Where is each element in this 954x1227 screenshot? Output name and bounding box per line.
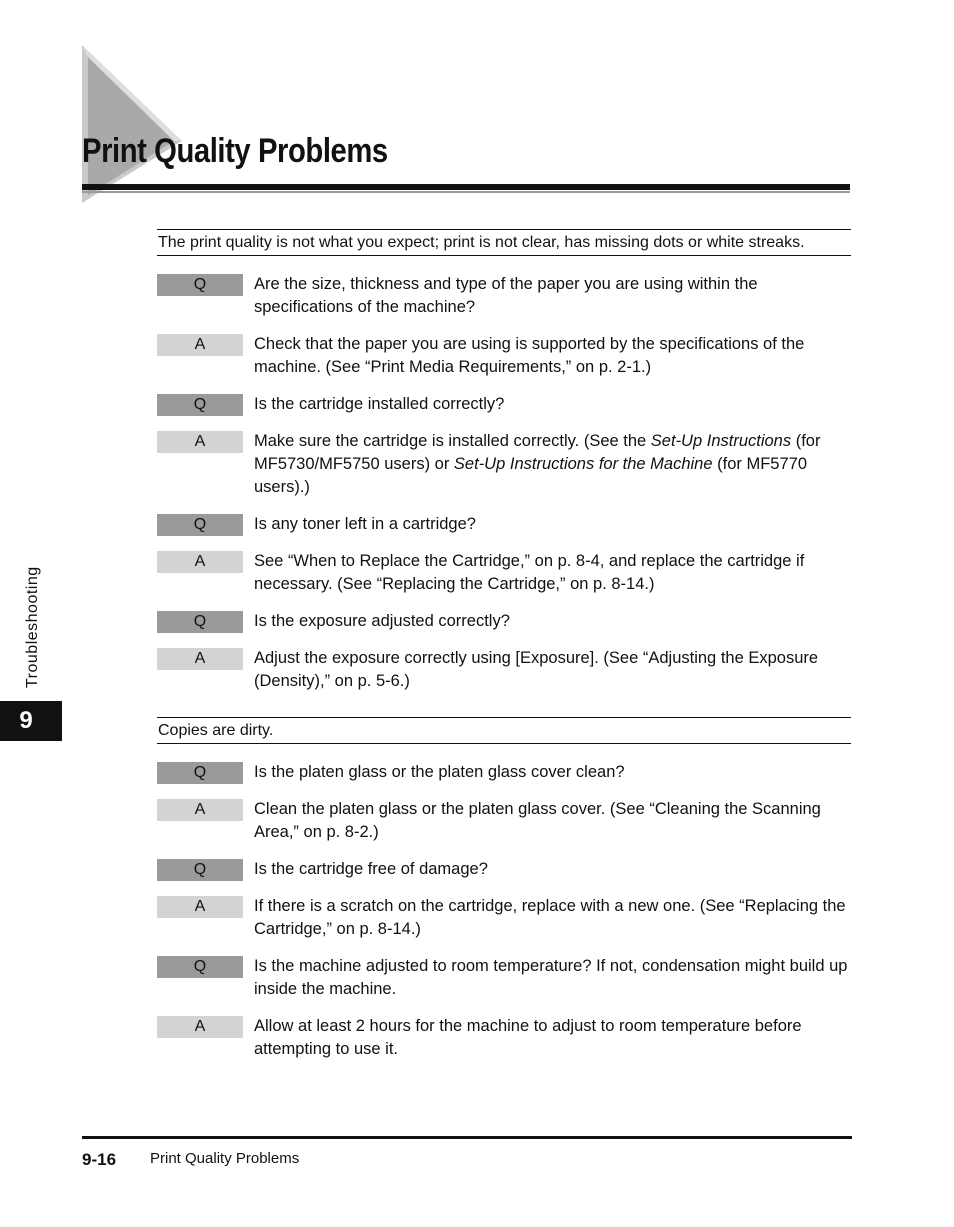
question-row <box>157 955 851 1001</box>
answer-text: Check that the paper you are using is supported by the specifications of the machine. (See “Print Media Requirements,” on p. 2-1.) <box>254 335 805 376</box>
question-row <box>157 513 851 536</box>
question-text: Is the platen glass or the platen glass cover clean? <box>254 763 625 781</box>
answer-text: Allow at least 2 hours for the machine to adjust to room temperature before attempting to use it. <box>254 1017 802 1058</box>
chapter-tab <box>0 701 62 741</box>
answer-row <box>157 798 851 844</box>
question-badge: Q <box>157 274 243 296</box>
answer-badge: A <box>157 431 243 453</box>
title-rule-shadow <box>82 191 850 193</box>
answer-badge: A <box>157 648 243 670</box>
section-spacer <box>157 707 851 717</box>
question-row <box>157 393 851 416</box>
question-badge: Q <box>157 859 243 881</box>
chapter-arrow-graphic <box>82 45 182 203</box>
answer-badge: A <box>157 551 243 573</box>
text-run: (for MF5770 users).) <box>254 455 807 496</box>
page-title: Print Quality Problems <box>82 132 388 170</box>
section-heading: Copies are dirty. <box>157 717 851 744</box>
text-run: Make sure the cartridge is installed correctly. (See the <box>254 432 651 450</box>
answer-row <box>157 430 851 499</box>
answer-text: See “When to Replace the Cartridge,” on p. 8-4, and replace the cartridge if necessary. (See “Replacing the Cartridge,” on p. 8-14.) <box>254 552 805 593</box>
text-run: (for MF5730/MF5750 users) or <box>254 432 821 473</box>
answer-row <box>157 647 851 693</box>
answer-text: Clean the platen glass or the platen glass cover. (See “Cleaning the Scanning Area,” on p. 8-2.) <box>254 800 821 841</box>
footer-rule <box>82 1136 852 1139</box>
side-tab-label: Troubleshooting <box>24 566 41 688</box>
question-row <box>157 858 851 881</box>
question-row <box>157 610 851 633</box>
answer-row <box>157 333 851 379</box>
answer-text: Adjust the exposure correctly using [Exposure]. (See “Adjusting the Exposure (Density),” on p. 5-6.) <box>254 649 819 690</box>
troubleshooting-content <box>157 229 851 1075</box>
manual-title: Set-Up Instructions for the Machine <box>453 455 713 473</box>
question-text: Is the cartridge free of damage? <box>254 860 488 878</box>
chapter-number: 9 <box>19 707 33 734</box>
answer-row <box>157 1015 851 1061</box>
answer-badge: A <box>157 799 243 821</box>
question-badge: Q <box>157 762 243 784</box>
question-text: Is any toner left in a cartridge? <box>254 515 476 533</box>
question-badge: Q <box>157 394 243 416</box>
answer-row <box>157 550 851 596</box>
question-text: Is the machine adjusted to room temperature? If not, condensation might build up inside the machine. <box>254 957 848 998</box>
answer-text <box>254 430 851 499</box>
question-badge: Q <box>157 611 243 633</box>
answer-text: If there is a scratch on the cartridge, replace with a new one. (See “Replacing the Cartridge,” on p. 8-14.) <box>254 897 846 938</box>
manual-title: Set-Up Instructions <box>650 432 792 450</box>
question-row <box>157 273 851 319</box>
answer-badge: A <box>157 1016 243 1038</box>
question-text: Is the cartridge installed correctly? <box>254 395 505 413</box>
title-rule <box>82 184 850 190</box>
footer-title: Print Quality Problems <box>150 1150 300 1167</box>
question-badge: Q <box>157 514 243 536</box>
answer-badge: A <box>157 334 243 356</box>
page-number: 9-16 <box>82 1150 117 1169</box>
question-row <box>157 761 851 784</box>
section-heading: The print quality is not what you expect; print is not clear, has missing dots or white streaks. <box>157 229 851 256</box>
question-badge: Q <box>157 956 243 978</box>
question-text: Are the size, thickness and type of the paper you are using within the specifications of the machine? <box>254 275 758 316</box>
answer-badge: A <box>157 896 243 918</box>
answer-row <box>157 895 851 941</box>
question-text: Is the exposure adjusted correctly? <box>254 612 510 630</box>
